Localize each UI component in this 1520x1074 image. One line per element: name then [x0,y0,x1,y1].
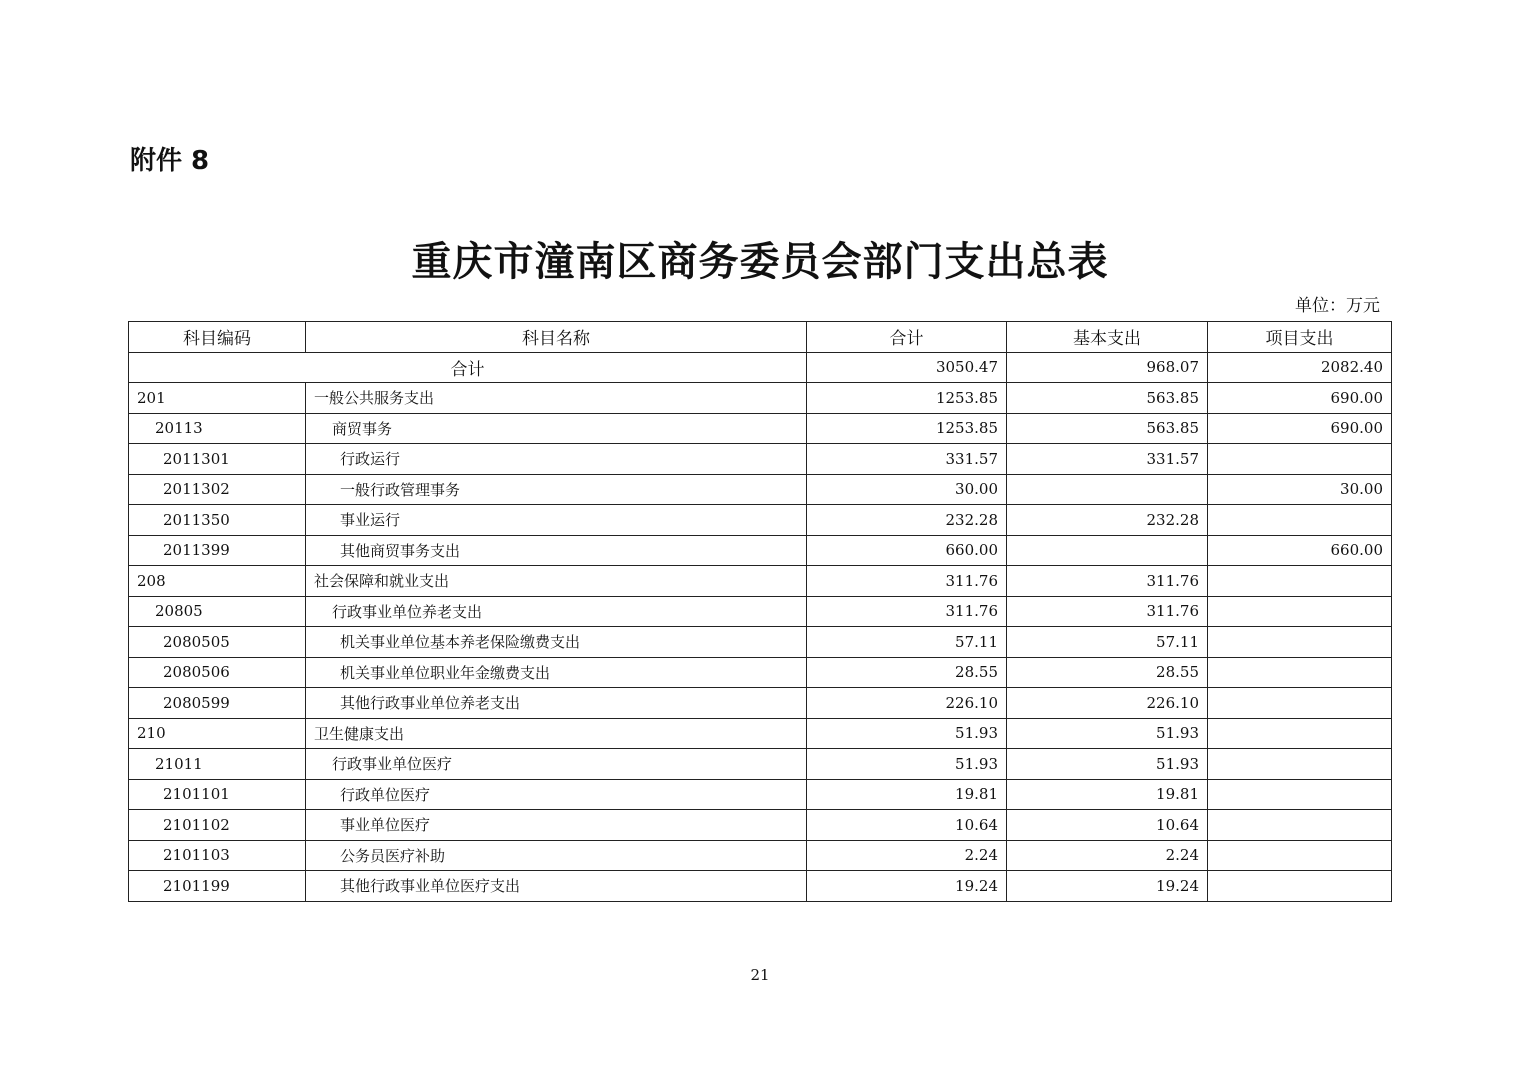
cell-basic: 331.57 [1007,444,1208,475]
cell-project [1208,596,1392,627]
cell-code: 2011301 [129,444,306,475]
cell-basic: 226.10 [1007,688,1208,719]
cell-name: 机关事业单位职业年金缴费支出 [306,657,807,688]
table-row [129,535,1392,566]
cell-total: 19.81 [807,779,1007,810]
cell-basic: 51.93 [1007,718,1208,749]
cell-total: 57.11 [807,627,1007,658]
cell-project: 690.00 [1208,413,1392,444]
table-row [129,871,1392,902]
cell-code: 208 [129,566,306,597]
table-row [129,779,1392,810]
total-row-total: 3050.47 [807,352,1007,383]
table-row [129,383,1392,414]
cell-basic: 2.24 [1007,840,1208,871]
table-row [129,444,1392,475]
header-basic: 基本支出 [1007,322,1208,353]
cell-basic [1007,535,1208,566]
table-row [129,688,1392,719]
cell-code: 2080505 [129,627,306,658]
cell-basic: 57.11 [1007,627,1208,658]
cell-basic: 563.85 [1007,413,1208,444]
cell-project [1208,871,1392,902]
cell-basic: 563.85 [1007,383,1208,414]
cell-total: 660.00 [807,535,1007,566]
cell-project [1208,657,1392,688]
cell-name: 行政事业单位医疗 [306,749,807,780]
cell-code: 2101199 [129,871,306,902]
header-code: 科目编码 [129,322,306,353]
cell-code: 20805 [129,596,306,627]
cell-name: 其他行政事业单位医疗支出 [306,871,807,902]
cell-total: 51.93 [807,718,1007,749]
table-row [129,413,1392,444]
cell-code: 2011350 [129,505,306,536]
cell-project: 690.00 [1208,383,1392,414]
table-row [129,596,1392,627]
attachment-label: 附件 8 [130,146,210,176]
cell-name: 其他行政事业单位养老支出 [306,688,807,719]
table-row [129,474,1392,505]
cell-code: 210 [129,718,306,749]
cell-name: 公务员医疗补助 [306,840,807,871]
cell-basic: 311.76 [1007,566,1208,597]
total-row-basic: 968.07 [1007,352,1208,383]
cell-total: 10.64 [807,810,1007,841]
cell-code: 201 [129,383,306,414]
cell-name: 一般公共服务支出 [306,383,807,414]
cell-total: 30.00 [807,474,1007,505]
table-row [129,840,1392,871]
total-row [129,352,1392,383]
cell-name: 社会保障和就业支出 [306,566,807,597]
cell-project: 660.00 [1208,535,1392,566]
cell-name: 商贸事务 [306,413,807,444]
cell-total: 331.57 [807,444,1007,475]
cell-name: 机关事业单位基本养老保险缴费支出 [306,627,807,658]
table-row [129,718,1392,749]
cell-basic: 19.24 [1007,871,1208,902]
cell-project [1208,840,1392,871]
cell-basic: 232.28 [1007,505,1208,536]
total-row-project: 2082.40 [1208,352,1392,383]
cell-total: 1253.85 [807,413,1007,444]
cell-basic: 10.64 [1007,810,1208,841]
page-number: 21 [750,966,770,984]
table-row [129,810,1392,841]
cell-project [1208,749,1392,780]
cell-total: 1253.85 [807,383,1007,414]
cell-name: 其他商贸事务支出 [306,535,807,566]
cell-code: 2080599 [129,688,306,719]
cell-total: 2.24 [807,840,1007,871]
cell-basic: 19.81 [1007,779,1208,810]
cell-name: 事业运行 [306,505,807,536]
cell-code: 2011302 [129,474,306,505]
cell-basic: 51.93 [1007,749,1208,780]
cell-total: 51.93 [807,749,1007,780]
cell-project [1208,627,1392,658]
cell-project [1208,810,1392,841]
header-project: 项目支出 [1208,322,1392,353]
cell-name: 一般行政管理事务 [306,474,807,505]
unit-label: 单位：万元 [1295,296,1380,316]
page-title: 重庆市潼南区商务委员会部门支出总表 [411,239,1109,285]
table-row [129,566,1392,597]
header-total: 合计 [807,322,1007,353]
cell-total: 226.10 [807,688,1007,719]
cell-project [1208,688,1392,719]
table-row [129,505,1392,536]
cell-code: 2101101 [129,779,306,810]
cell-name: 卫生健康支出 [306,718,807,749]
cell-code: 21011 [129,749,306,780]
cell-code: 20113 [129,413,306,444]
cell-project [1208,505,1392,536]
table-row [129,627,1392,658]
cell-code: 2101102 [129,810,306,841]
header-name: 科目名称 [306,322,807,353]
cell-name: 事业单位医疗 [306,810,807,841]
cell-code: 2011399 [129,535,306,566]
table-row [129,749,1392,780]
total-row-label: 合计 [129,352,807,383]
cell-total: 28.55 [807,657,1007,688]
cell-basic [1007,474,1208,505]
cell-basic: 28.55 [1007,657,1208,688]
cell-basic: 311.76 [1007,596,1208,627]
cell-name: 行政事业单位养老支出 [306,596,807,627]
cell-code: 2080506 [129,657,306,688]
cell-total: 232.28 [807,505,1007,536]
cell-name: 行政单位医疗 [306,779,807,810]
cell-project [1208,718,1392,749]
cell-project [1208,779,1392,810]
cell-project: 30.00 [1208,474,1392,505]
expenditure-table [128,321,1392,902]
cell-total: 311.76 [807,596,1007,627]
cell-project [1208,444,1392,475]
cell-name: 行政运行 [306,444,807,475]
table-header-row [129,322,1392,353]
cell-project [1208,566,1392,597]
cell-total: 19.24 [807,871,1007,902]
cell-total: 311.76 [807,566,1007,597]
cell-code: 2101103 [129,840,306,871]
table-row [129,657,1392,688]
table-body [129,352,1392,901]
